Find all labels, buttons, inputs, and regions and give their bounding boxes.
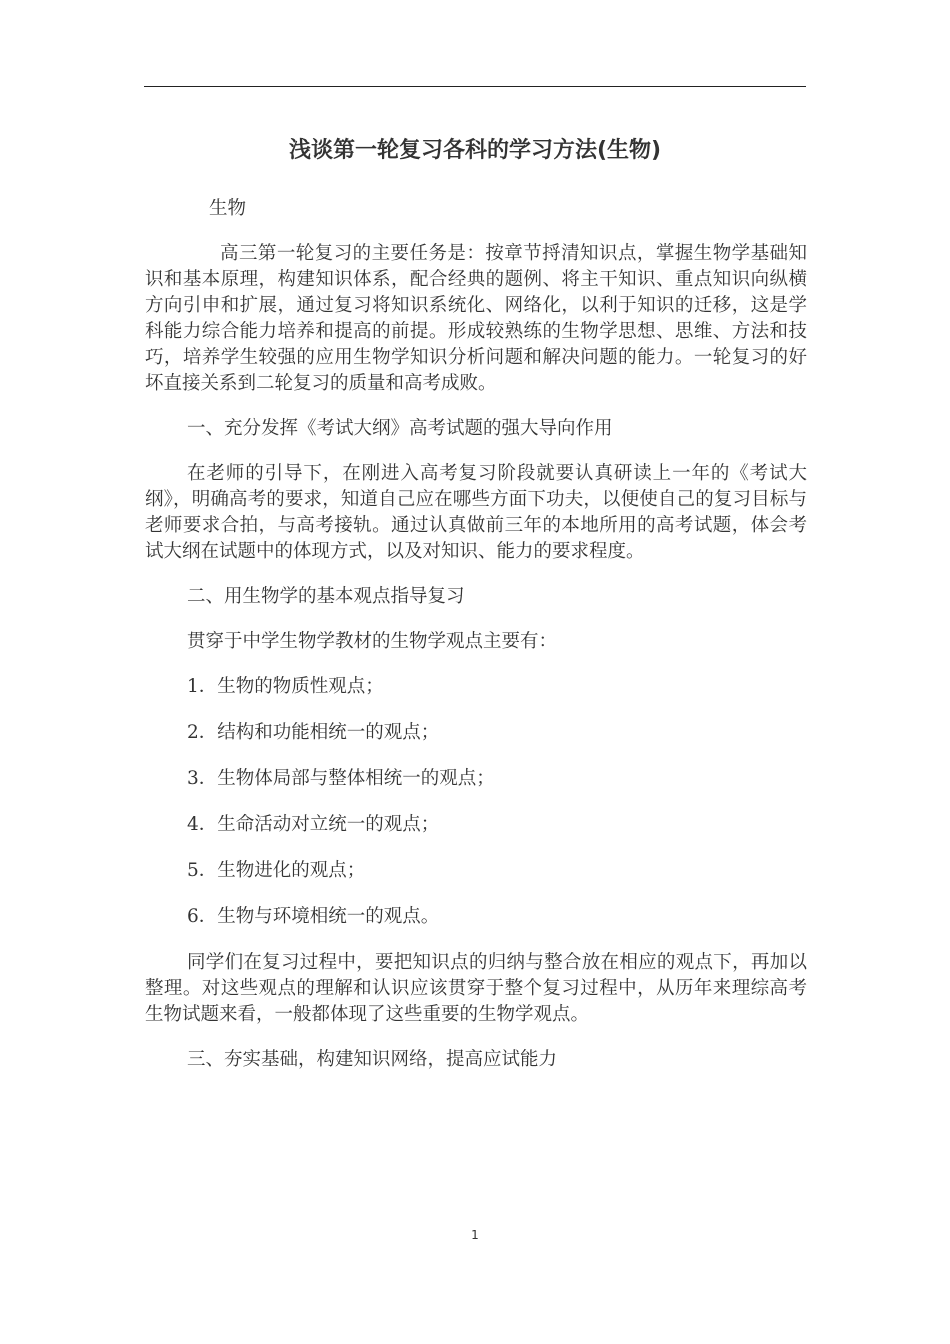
document-body — [145, 196, 807, 1092]
viewpoint-item: 4．生命活动对立统一的观点； — [187, 814, 440, 835]
page-number: 1 — [471, 1228, 479, 1242]
viewpoint-item: 2．结构和功能相统一的观点； — [187, 722, 440, 743]
section-2-lead: 贯穿于中学生物学教材的生物学观点主要有： — [187, 631, 558, 652]
viewpoint-item: 5．生物进化的观点； — [187, 860, 366, 881]
viewpoint-item: 3．生物体局部与整体相统一的观点； — [187, 768, 495, 789]
section-1-paragraph: 在老师的引导下，在刚进入高考复习阶段就要认真研读上一年的《考试大纲》，明确高考的要求，知道自己应在哪些方面下功夫，以便使自己的复习目标与老师要求合拍，与高考接轨。通过认真做前三年的本地所用的高考试题，体会考试大纲在试题中的体现方式，以及对知识、能力的要求程度。 — [145, 463, 807, 562]
viewpoint-item: 1．生物的物质性观点； — [187, 676, 384, 697]
section-2-heading: 二、用生物学的基本观点指导复习 — [187, 586, 465, 607]
section-3-heading: 三、夯实基础，构建知识网络，提高应试能力 — [187, 1049, 558, 1070]
section-2-paragraph: 同学们在复习过程中，要把知识点的归纳与整合放在相应的观点下，再加以整理。对这些观点的理解和认识应该贯穿于整个复习过程中，从历年来理综高考生物试题来看，一般都体现了这些重要的生物学观点。 — [145, 952, 807, 1025]
section-1-heading: 一、充分发挥《考试大纲》高考试题的强大导向作用 — [187, 418, 613, 439]
document-title: 浅谈第一轮复习各科的学习方法(生物) — [288, 138, 662, 163]
viewpoint-item: 6．生物与环境相统一的观点。 — [187, 906, 440, 927]
intro-paragraph: 高三第一轮复习的主要任务是：按章节捋清知识点，掌握生物学基础知识和基本原理，构建知识体系，配合经典的题例、将主干知识、重点知识向纵横方向引申和扩展，通过复习将知识系统化、网络化，以利于知识的迁移，这是学科能力综合能力培养和提高的前提。形成较熟练的生物学思想、思维、方法和技巧，培养学生较强的应用生物学知识分析问题和解决问题的能力。一轮复习的好坏直接关系到二轮复习的质量和高考成败。 — [145, 243, 807, 394]
header-rule — [144, 86, 806, 87]
subject-label: 生物 — [209, 198, 247, 219]
